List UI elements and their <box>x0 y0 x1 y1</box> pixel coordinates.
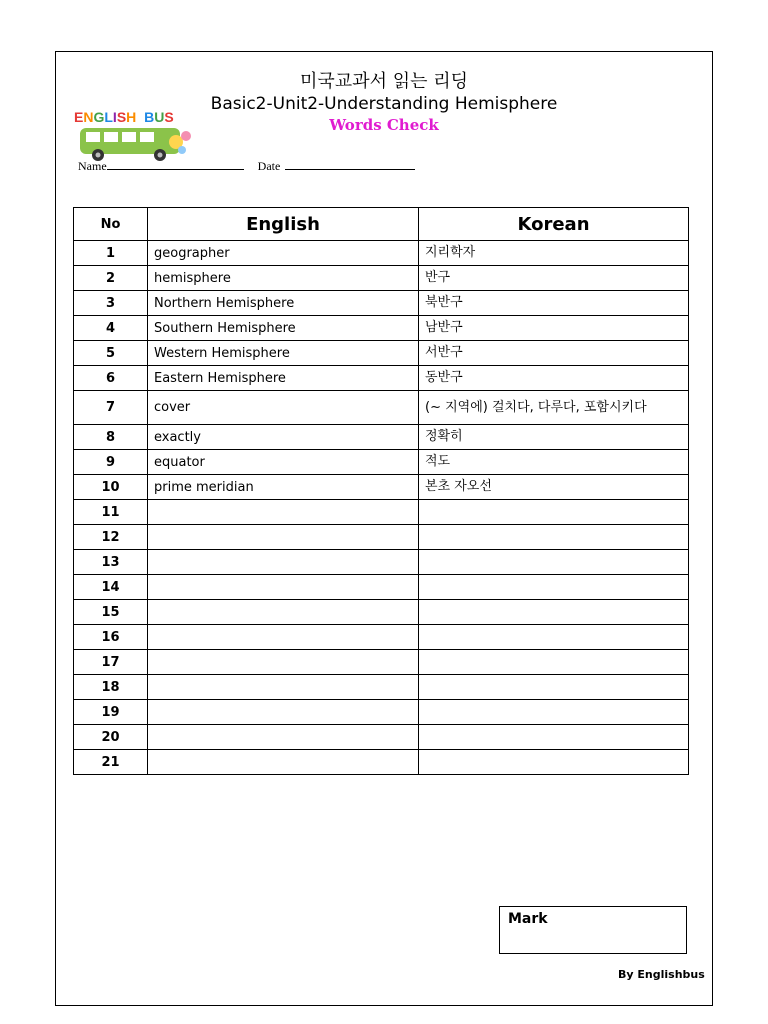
table-row <box>74 750 689 775</box>
english-cell[interactable]: prime meridian <box>148 475 419 500</box>
korean-cell[interactable] <box>419 575 689 600</box>
table-row <box>74 675 689 700</box>
row-number: 12 <box>74 525 148 550</box>
english-cell[interactable] <box>148 750 419 775</box>
english-cell[interactable] <box>148 500 419 525</box>
row-number: 13 <box>74 550 148 575</box>
words-check-subtitle: Words Check <box>329 116 439 134</box>
table-row <box>74 650 689 675</box>
name-date-row <box>78 157 415 174</box>
row-number: 15 <box>74 600 148 625</box>
english-cell[interactable] <box>148 650 419 675</box>
english-cell[interactable]: Northern Hemisphere <box>148 291 419 316</box>
row-number: 7 <box>74 391 148 425</box>
english-cell[interactable]: Southern Hemisphere <box>148 316 419 341</box>
english-cell[interactable]: Eastern Hemisphere <box>148 366 419 391</box>
table-row <box>74 291 689 316</box>
table-row <box>74 341 689 366</box>
header-korean: Korean <box>419 208 689 241</box>
korean-cell[interactable]: 지리학자 <box>419 241 689 266</box>
english-cell[interactable] <box>148 675 419 700</box>
svg-text:ENGLISH BUS: ENGLISH BUS <box>74 109 174 125</box>
english-cell[interactable]: exactly <box>148 425 419 450</box>
table-row <box>74 391 689 425</box>
table-row <box>74 316 689 341</box>
english-cell[interactable] <box>148 725 419 750</box>
korean-cell[interactable] <box>419 525 689 550</box>
row-number: 2 <box>74 266 148 291</box>
mark-label: Mark <box>508 911 548 927</box>
title-english: Basic2-Unit2-Understanding Hemisphere <box>210 94 558 114</box>
row-number: 14 <box>74 575 148 600</box>
table-row <box>74 475 689 500</box>
title-korean: 미국교과서 읽는 리딩 <box>300 71 468 92</box>
table-row <box>74 575 689 600</box>
row-number: 4 <box>74 316 148 341</box>
english-cell[interactable]: hemisphere <box>148 266 419 291</box>
row-number: 10 <box>74 475 148 500</box>
row-number: 6 <box>74 366 148 391</box>
english-cell[interactable]: Western Hemisphere <box>148 341 419 366</box>
table-row <box>74 700 689 725</box>
english-cell[interactable] <box>148 625 419 650</box>
table-row <box>74 600 689 625</box>
row-number: 19 <box>74 700 148 725</box>
english-cell[interactable]: equator <box>148 450 419 475</box>
table-row <box>74 425 689 450</box>
row-number: 16 <box>74 625 148 650</box>
table-row <box>74 725 689 750</box>
korean-cell[interactable] <box>419 550 689 575</box>
korean-cell[interactable] <box>419 600 689 625</box>
english-cell[interactable] <box>148 550 419 575</box>
korean-cell[interactable]: 서반구 <box>419 341 689 366</box>
korean-cell[interactable] <box>419 625 689 650</box>
table-row <box>74 450 689 475</box>
english-cell[interactable]: geographer <box>148 241 419 266</box>
english-cell[interactable] <box>148 600 419 625</box>
table-row <box>74 550 689 575</box>
table-body <box>74 241 689 775</box>
korean-cell[interactable] <box>419 500 689 525</box>
korean-cell[interactable] <box>419 650 689 675</box>
date-label: Date <box>257 159 281 173</box>
korean-cell[interactable] <box>419 750 689 775</box>
row-number: 9 <box>74 450 148 475</box>
row-number: 17 <box>74 650 148 675</box>
korean-cell[interactable] <box>419 725 689 750</box>
korean-cell[interactable]: 정확히 <box>419 425 689 450</box>
english-cell[interactable]: cover <box>148 391 419 425</box>
table-row <box>74 525 689 550</box>
row-number: 1 <box>74 241 148 266</box>
row-number: 8 <box>74 425 148 450</box>
words-table <box>73 207 689 775</box>
korean-cell[interactable]: 반구 <box>419 266 689 291</box>
row-number: 11 <box>74 500 148 525</box>
row-number: 3 <box>74 291 148 316</box>
english-cell[interactable] <box>148 575 419 600</box>
korean-cell[interactable] <box>419 700 689 725</box>
row-number: 21 <box>74 750 148 775</box>
english-cell[interactable] <box>148 525 419 550</box>
name-label: Name <box>78 159 107 173</box>
table-row <box>74 366 689 391</box>
row-number: 5 <box>74 341 148 366</box>
english-cell[interactable] <box>148 700 419 725</box>
table-header-row <box>74 208 689 241</box>
name-field[interactable] <box>107 157 244 170</box>
date-field[interactable] <box>285 157 415 170</box>
header-english: English <box>148 208 419 241</box>
korean-cell[interactable]: 동반구 <box>419 366 689 391</box>
table-row <box>74 241 689 266</box>
english-bus-logo <box>72 106 198 164</box>
korean-cell[interactable]: 본초 자오선 <box>419 475 689 500</box>
table-row <box>74 500 689 525</box>
korean-cell[interactable]: 남반구 <box>419 316 689 341</box>
korean-cell[interactable]: 북반구 <box>419 291 689 316</box>
row-number: 20 <box>74 725 148 750</box>
table-row <box>74 625 689 650</box>
row-number: 18 <box>74 675 148 700</box>
korean-cell[interactable]: (~ 지역에) 걸치다, 다루다, 포함시키다 <box>419 391 689 425</box>
header-no: No <box>74 208 148 241</box>
table-row <box>74 266 689 291</box>
credit-text: By Englishbus <box>618 968 705 981</box>
korean-cell[interactable]: 적도 <box>419 450 689 475</box>
korean-cell[interactable] <box>419 675 689 700</box>
mark-box[interactable] <box>499 906 687 954</box>
